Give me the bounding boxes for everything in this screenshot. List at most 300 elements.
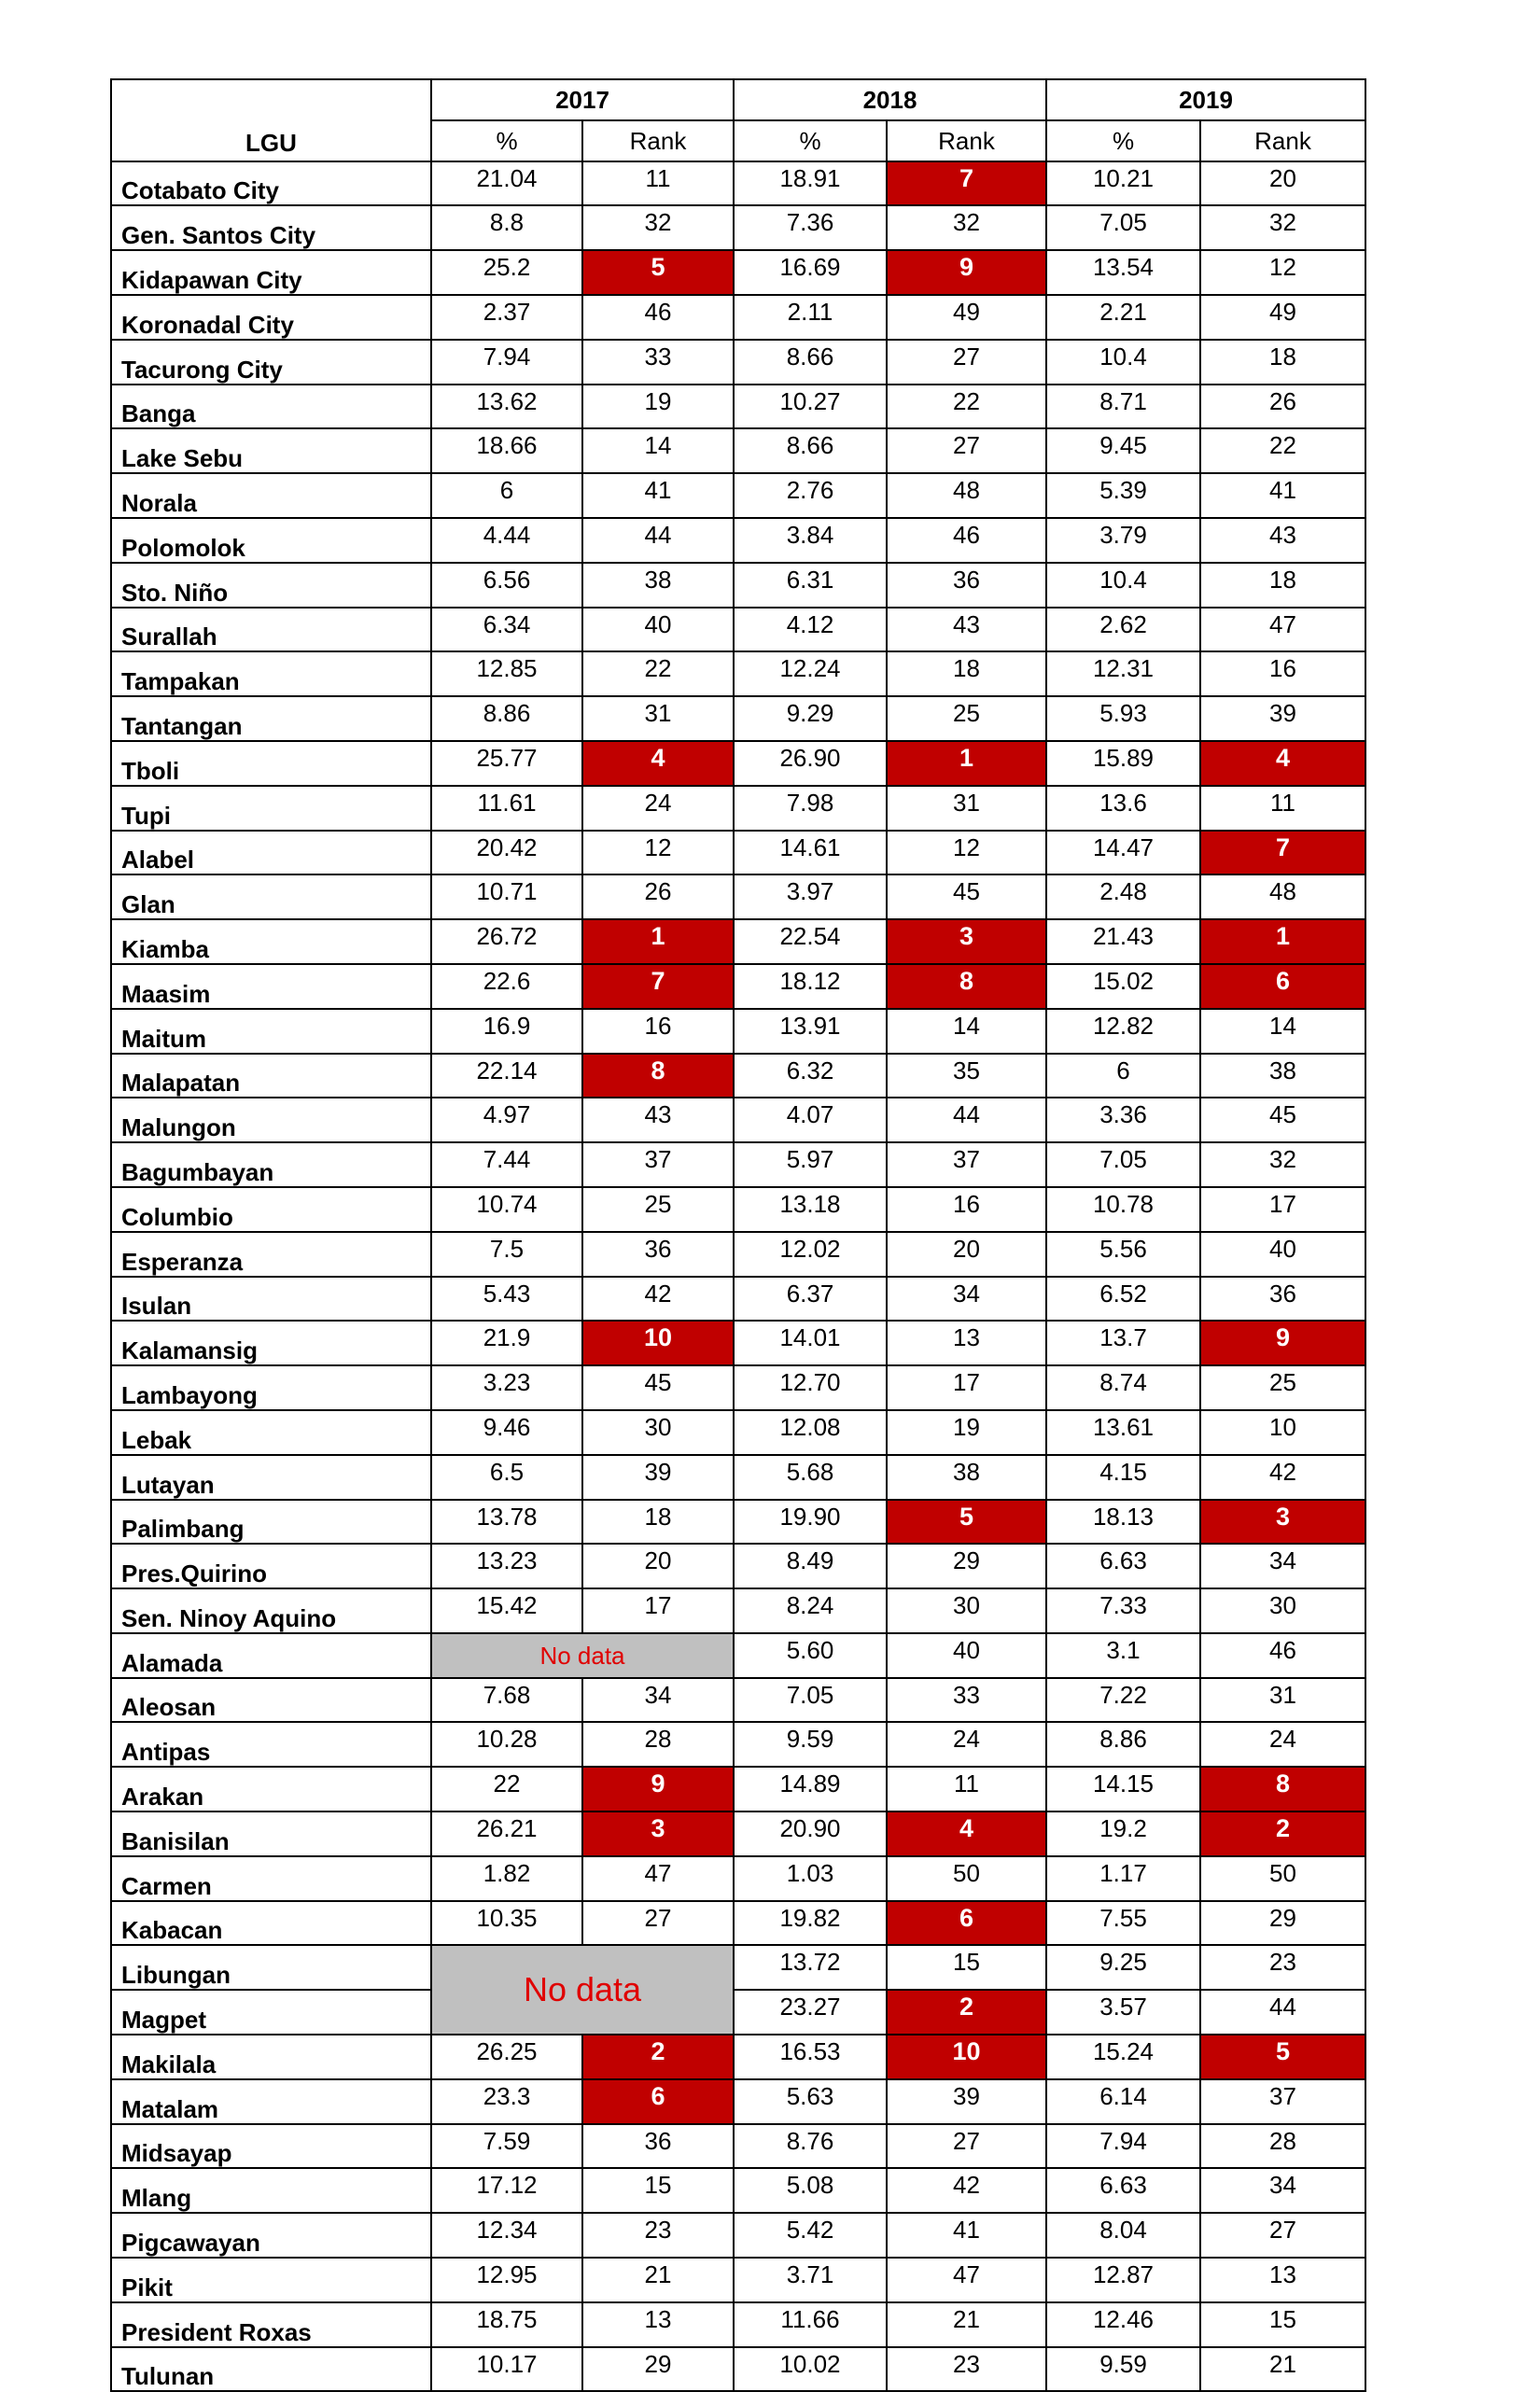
- pct-2019: 2.48: [1046, 874, 1200, 919]
- table-row: [111, 1277, 1365, 1322]
- rank-2017: 20: [582, 1544, 734, 1588]
- pct-2018: 4.07: [734, 1098, 887, 1142]
- rank-2019: 29: [1200, 1901, 1365, 1946]
- pct-2018: 18.91: [734, 161, 887, 206]
- rank-2017: 38: [582, 563, 734, 608]
- rank-2017: 39: [582, 1455, 734, 1500]
- pct-2019: 12.87: [1046, 2258, 1200, 2302]
- rank-2019: 37: [1200, 2079, 1365, 2124]
- table-row: [111, 295, 1365, 340]
- lgu-name: Carmen: [111, 1856, 431, 1901]
- lgu-name: Kabacan: [111, 1901, 431, 1946]
- rank-2018: 50: [887, 1856, 1046, 1901]
- pct-2017: 16.9: [431, 1009, 582, 1054]
- lgu-name: Koronadal City: [111, 295, 431, 340]
- pct-2019: 6.14: [1046, 2079, 1200, 2124]
- table-row: [111, 2258, 1365, 2302]
- year-header-2018: 2018: [734, 79, 1046, 120]
- rank-2018: 13: [887, 1321, 1046, 1365]
- pct-2019: 10.21: [1046, 161, 1200, 206]
- pct-2017: 8.8: [431, 205, 582, 250]
- lgu-name: Pigcawayan: [111, 2213, 431, 2258]
- pct-2018: 6.31: [734, 563, 887, 608]
- rank-2018-highlighted: 1: [887, 741, 1046, 786]
- lgu-name: Tupi: [111, 786, 431, 831]
- pct-2018: 9.29: [734, 696, 887, 741]
- table-row: [111, 696, 1365, 741]
- lgu-name: Banga: [111, 385, 431, 429]
- no-data-cell-2017: No data: [431, 1633, 734, 1678]
- pct-2019: 3.79: [1046, 518, 1200, 563]
- rank-2018: 27: [887, 428, 1046, 473]
- lgu-name: Kidapawan City: [111, 250, 431, 295]
- table-row: [111, 1500, 1365, 1545]
- pct-2017: 20.42: [431, 831, 582, 875]
- table-row: [111, 1588, 1365, 1633]
- pct-2018: 20.90: [734, 1811, 887, 1856]
- rank-2019: 39: [1200, 696, 1365, 741]
- pct-2017: 10.28: [431, 1722, 582, 1767]
- pct-2018: 5.08: [734, 2168, 887, 2213]
- lgu-name: Cotabato City: [111, 161, 431, 206]
- pct-2017: 6.56: [431, 563, 582, 608]
- pct-2017: 3.23: [431, 1365, 582, 1410]
- rank-2017-highlighted: 2: [582, 2035, 734, 2079]
- table-row: [111, 2035, 1365, 2079]
- pct-2018: 13.72: [734, 1945, 887, 1990]
- pct-2018: 2.11: [734, 295, 887, 340]
- pct-2019: 15.24: [1046, 2035, 1200, 2079]
- rank-2019: 16: [1200, 651, 1365, 696]
- lgu-name: Aleosan: [111, 1678, 431, 1723]
- lgu-name: Pikit: [111, 2258, 431, 2302]
- rank-2017: 47: [582, 1856, 734, 1901]
- pct-2018: 12.70: [734, 1365, 887, 1410]
- rank-2019: 22: [1200, 428, 1365, 473]
- rank-2017: 23: [582, 2213, 734, 2258]
- pct-2018: 22.54: [734, 919, 887, 964]
- pct-2017: 18.75: [431, 2302, 582, 2347]
- pct-2018: 3.84: [734, 518, 887, 563]
- lgu-name: Palimbang: [111, 1500, 431, 1545]
- pct-2019: 9.45: [1046, 428, 1200, 473]
- pct-2017: 10.71: [431, 874, 582, 919]
- rank-2017-highlighted: 8: [582, 1054, 734, 1098]
- pct-2017: 7.59: [431, 2124, 582, 2169]
- pct-2017: 6.5: [431, 1455, 582, 1500]
- rank-2019: 11: [1200, 786, 1365, 831]
- rank-2019: 48: [1200, 874, 1365, 919]
- pct-2018: 26.90: [734, 741, 887, 786]
- rank-2018: 46: [887, 518, 1046, 563]
- lgu-name: Midsayap: [111, 2124, 431, 2169]
- rank-2018: 16: [887, 1187, 1046, 1232]
- rank-2018-highlighted: 8: [887, 964, 1046, 1009]
- table-row: [111, 964, 1365, 1009]
- pct-2018: 3.71: [734, 2258, 887, 2302]
- rank-2017: 11: [582, 161, 734, 206]
- rank-2019: 13: [1200, 2258, 1365, 2302]
- rank-2019: 32: [1200, 205, 1365, 250]
- pct-2018: 11.66: [734, 2302, 887, 2347]
- pct-2019: 7.55: [1046, 1901, 1200, 1946]
- lgu-name: Pres.Quirino: [111, 1544, 431, 1588]
- rank-2018: 34: [887, 1277, 1046, 1322]
- rank-2019-highlighted: 6: [1200, 964, 1365, 1009]
- rank-2017: 31: [582, 696, 734, 741]
- table-row: [111, 831, 1365, 875]
- rank-2019-highlighted: 7: [1200, 831, 1365, 875]
- table-row: [111, 1856, 1365, 1901]
- lgu-name: Glan: [111, 874, 431, 919]
- lgu-name: Surallah: [111, 608, 431, 652]
- table-row: [111, 428, 1365, 473]
- pct-2017: 6: [431, 473, 582, 518]
- lgu-name: Tulunan: [111, 2347, 431, 2392]
- table-row: [111, 874, 1365, 919]
- rank-2017: 42: [582, 1277, 734, 1322]
- lgu-name: Maitum: [111, 1009, 431, 1054]
- rank-2019: 24: [1200, 1722, 1365, 1767]
- pct-2019: 13.6: [1046, 786, 1200, 831]
- pct-2019: 8.74: [1046, 1365, 1200, 1410]
- table-row: [111, 1098, 1365, 1142]
- rank-2017-highlighted: 10: [582, 1321, 734, 1365]
- pct-2019: 9.25: [1046, 1945, 1200, 1990]
- pct-2019: 12.31: [1046, 651, 1200, 696]
- pct-2018: 10.02: [734, 2347, 887, 2392]
- rank-2018-highlighted: 4: [887, 1811, 1046, 1856]
- lgu-ranking-table: [110, 78, 1366, 2392]
- rank-2019-highlighted: 5: [1200, 2035, 1365, 2079]
- rank-2017: 40: [582, 608, 734, 652]
- pct-2019: 19.2: [1046, 1811, 1200, 1856]
- pct-2019: 3.36: [1046, 1098, 1200, 1142]
- rank-2017-highlighted: 1: [582, 919, 734, 964]
- rank-2019: 42: [1200, 1455, 1365, 1500]
- pct-2019: 2.62: [1046, 608, 1200, 652]
- rank-2019: 18: [1200, 340, 1365, 385]
- table-row: [111, 340, 1365, 385]
- rank-2019: 44: [1200, 1990, 1365, 2035]
- rank-2018: 18: [887, 651, 1046, 696]
- pct-2019: 12.82: [1046, 1009, 1200, 1054]
- pct-2017: 7.68: [431, 1678, 582, 1723]
- lgu-name: Tampakan: [111, 651, 431, 696]
- rank-2018: 49: [887, 295, 1046, 340]
- pct-2017: 22: [431, 1767, 582, 1811]
- table-row: [111, 1901, 1365, 1946]
- pct-2019: 6: [1046, 1054, 1200, 1098]
- rank-2019: 23: [1200, 1945, 1365, 1990]
- pct-2018: 12.24: [734, 651, 887, 696]
- lgu-name: Esperanza: [111, 1232, 431, 1277]
- rank-2018: 27: [887, 340, 1046, 385]
- pct-2017: 7.94: [431, 340, 582, 385]
- pct-2019: 15.89: [1046, 741, 1200, 786]
- pct-2019: 14.47: [1046, 831, 1200, 875]
- table-row: [111, 786, 1365, 831]
- pct-2017: 13.62: [431, 385, 582, 429]
- pct-2018: 5.63: [734, 2079, 887, 2124]
- pct-2019: 21.43: [1046, 919, 1200, 964]
- header-row-years: [111, 79, 1365, 120]
- lgu-name: Lutayan: [111, 1455, 431, 1500]
- lgu-name: Arakan: [111, 1767, 431, 1811]
- pct-2018: 14.89: [734, 1767, 887, 1811]
- rank-2018: 14: [887, 1009, 1046, 1054]
- lgu-name: Norala: [111, 473, 431, 518]
- rank-2018: 27: [887, 2124, 1046, 2169]
- table-row: [111, 1767, 1365, 1811]
- rank-2019: 26: [1200, 385, 1365, 429]
- rank-2018: 30: [887, 1588, 1046, 1633]
- table-row: [111, 1544, 1365, 1588]
- pct-2018: 8.66: [734, 340, 887, 385]
- pct-2018: 13.18: [734, 1187, 887, 1232]
- table-body: [111, 161, 1365, 2392]
- pct-2019: 10.78: [1046, 1187, 1200, 1232]
- table-row: [111, 2213, 1365, 2258]
- rank-2019: 50: [1200, 1856, 1365, 1901]
- rank-2019: 14: [1200, 1009, 1365, 1054]
- pct-2019: 8.04: [1046, 2213, 1200, 2258]
- rank-2017: 30: [582, 1410, 734, 1455]
- rank-2018: 29: [887, 1544, 1046, 1588]
- pct-2017: 21.9: [431, 1321, 582, 1365]
- table-row: [111, 1142, 1365, 1187]
- pct-2019: 7.94: [1046, 2124, 1200, 2169]
- pct-2017: 9.46: [431, 1410, 582, 1455]
- rank-2017: 22: [582, 651, 734, 696]
- pct-2019: 3.57: [1046, 1990, 1200, 2035]
- rank-2019: 10: [1200, 1410, 1365, 1455]
- pct-2019: 10.4: [1046, 563, 1200, 608]
- lgu-name: Tantangan: [111, 696, 431, 741]
- table-row: [111, 518, 1365, 563]
- pct-2017: 23.3: [431, 2079, 582, 2124]
- rank-2019: 40: [1200, 1232, 1365, 1277]
- rank-2018: 35: [887, 1054, 1046, 1098]
- pct-2018: 8.24: [734, 1588, 887, 1633]
- rank-2017: 29: [582, 2347, 734, 2392]
- table-row: [111, 2124, 1365, 2169]
- table-header: [111, 79, 1365, 161]
- rank-2018: 44: [887, 1098, 1046, 1142]
- table-row: [111, 1678, 1365, 1723]
- pct-2018: 16.53: [734, 2035, 887, 2079]
- rank-2017: 32: [582, 205, 734, 250]
- rank-2018: 47: [887, 2258, 1046, 2302]
- rank-2019: 31: [1200, 1678, 1365, 1723]
- rank-2019-highlighted: 1: [1200, 919, 1365, 964]
- lgu-name: Lake Sebu: [111, 428, 431, 473]
- lgu-name: Columbio: [111, 1187, 431, 1232]
- pct-header-2019: %: [1046, 120, 1200, 161]
- rank-2018: 23: [887, 2347, 1046, 2392]
- pct-2017: 4.97: [431, 1098, 582, 1142]
- table-row: [111, 1009, 1365, 1054]
- table-row: [111, 473, 1365, 518]
- pct-2017: 22.6: [431, 964, 582, 1009]
- pct-2018: 7.98: [734, 786, 887, 831]
- table-row: [111, 2168, 1365, 2213]
- pct-2018: 1.03: [734, 1856, 887, 1901]
- rank-2019: 20: [1200, 161, 1365, 206]
- rank-2017-highlighted: 9: [582, 1767, 734, 1811]
- rank-2018-highlighted: 2: [887, 1990, 1046, 2035]
- lgu-column-header: LGU: [111, 79, 431, 161]
- pct-2017: 13.78: [431, 1500, 582, 1545]
- rank-2018: 31: [887, 786, 1046, 831]
- rank-2018-highlighted: 10: [887, 2035, 1046, 2079]
- table-row: [111, 1455, 1365, 1500]
- table-row: [111, 651, 1365, 696]
- pct-2019: 5.39: [1046, 473, 1200, 518]
- rank-2018: 22: [887, 385, 1046, 429]
- rank-2018: 48: [887, 473, 1046, 518]
- table-row: [111, 250, 1365, 295]
- rank-2018: 19: [887, 1410, 1046, 1455]
- lgu-name: Gen. Santos City: [111, 205, 431, 250]
- pct-2019: 6.52: [1046, 1277, 1200, 1322]
- rank-2017: 45: [582, 1365, 734, 1410]
- pct-2019: 5.56: [1046, 1232, 1200, 1277]
- lgu-name: Sen. Ninoy Aquino: [111, 1588, 431, 1633]
- pct-2019: 7.33: [1046, 1588, 1200, 1633]
- lgu-name: Polomolok: [111, 518, 431, 563]
- rank-2017: 34: [582, 1678, 734, 1723]
- pct-2019: 6.63: [1046, 2168, 1200, 2213]
- rank-2017: 15: [582, 2168, 734, 2213]
- lgu-name: Alamada: [111, 1633, 431, 1678]
- rank-2019: 15: [1200, 2302, 1365, 2347]
- rank-2018: 45: [887, 874, 1046, 919]
- pct-2018: 3.97: [734, 874, 887, 919]
- lgu-name: Mlang: [111, 2168, 431, 2213]
- rank-2017: 17: [582, 1588, 734, 1633]
- rank-2017: 46: [582, 295, 734, 340]
- rank-2017: 43: [582, 1098, 734, 1142]
- table-row: [111, 1633, 1365, 1678]
- rank-2017: 24: [582, 786, 734, 831]
- pct-2018: 18.12: [734, 964, 887, 1009]
- pct-2018: 4.12: [734, 608, 887, 652]
- rank-2018: 42: [887, 2168, 1046, 2213]
- pct-2019: 8.86: [1046, 1722, 1200, 1767]
- table-row: [111, 919, 1365, 964]
- table-row: [111, 2347, 1365, 2392]
- rank-2018-highlighted: 5: [887, 1500, 1046, 1545]
- table-row: [111, 2079, 1365, 2124]
- rank-2017: 21: [582, 2258, 734, 2302]
- rank-2018-highlighted: 3: [887, 919, 1046, 964]
- pct-2019: 1.17: [1046, 1856, 1200, 1901]
- rank-header-2018: Rank: [887, 120, 1046, 161]
- rank-2019: 34: [1200, 2168, 1365, 2213]
- rank-2019: 12: [1200, 250, 1365, 295]
- pct-2017: 13.23: [431, 1544, 582, 1588]
- rank-2018: 41: [887, 2213, 1046, 2258]
- rank-2017: 14: [582, 428, 734, 473]
- rank-2017: 28: [582, 1722, 734, 1767]
- rank-2017: 27: [582, 1901, 734, 1946]
- table-row: [111, 161, 1365, 206]
- rank-2017-highlighted: 4: [582, 741, 734, 786]
- pct-2018: 19.90: [734, 1500, 887, 1545]
- pct-2019: 9.59: [1046, 2347, 1200, 2392]
- pct-2017: 26.25: [431, 2035, 582, 2079]
- rank-2019: 25: [1200, 1365, 1365, 1410]
- pct-2019: 7.05: [1046, 1142, 1200, 1187]
- rank-2017: 16: [582, 1009, 734, 1054]
- pct-2019: 5.93: [1046, 696, 1200, 741]
- rank-2019: 36: [1200, 1277, 1365, 1322]
- rank-2017: 37: [582, 1142, 734, 1187]
- pct-2017: 26.21: [431, 1811, 582, 1856]
- rank-2017: 25: [582, 1187, 734, 1232]
- rank-2018-highlighted: 7: [887, 161, 1046, 206]
- lgu-name: Kiamba: [111, 919, 431, 964]
- pct-2018: 12.08: [734, 1410, 887, 1455]
- pct-2017: 11.61: [431, 786, 582, 831]
- year-header-2019: 2019: [1046, 79, 1365, 120]
- lgu-name: Lambayong: [111, 1365, 431, 1410]
- pct-2019: 2.21: [1046, 295, 1200, 340]
- pct-2017: 18.66: [431, 428, 582, 473]
- rank-2017: 44: [582, 518, 734, 563]
- pct-2017: 15.42: [431, 1588, 582, 1633]
- rank-2019: 17: [1200, 1187, 1365, 1232]
- rank-2019-highlighted: 2: [1200, 1811, 1365, 1856]
- table-row: [111, 1054, 1365, 1098]
- pct-2017: 4.44: [431, 518, 582, 563]
- lgu-name: Alabel: [111, 831, 431, 875]
- pct-2017: 21.04: [431, 161, 582, 206]
- pct-2019: 7.05: [1046, 205, 1200, 250]
- rank-2017: 41: [582, 473, 734, 518]
- lgu-name: Maasim: [111, 964, 431, 1009]
- table-row: [111, 1945, 1365, 1990]
- lgu-name: Banisilan: [111, 1811, 431, 1856]
- rank-2017: 12: [582, 831, 734, 875]
- lgu-name: Malungon: [111, 1098, 431, 1142]
- rank-2019: 46: [1200, 1633, 1365, 1678]
- pct-2019: 12.46: [1046, 2302, 1200, 2347]
- pct-2017: 7.5: [431, 1232, 582, 1277]
- rank-2018: 15: [887, 1945, 1046, 1990]
- no-data-cell-2017: No data: [431, 1945, 734, 2035]
- pct-2018: 5.60: [734, 1633, 887, 1678]
- lgu-name: Lebak: [111, 1410, 431, 1455]
- table-row: [111, 1321, 1365, 1365]
- pct-header-2018: %: [734, 120, 887, 161]
- rank-2019: 32: [1200, 1142, 1365, 1187]
- pct-2019: 15.02: [1046, 964, 1200, 1009]
- rank-2018: 33: [887, 1678, 1046, 1723]
- rank-2017: 18: [582, 1500, 734, 1545]
- rank-2019: 34: [1200, 1544, 1365, 1588]
- pct-2018: 2.76: [734, 473, 887, 518]
- rank-2018-highlighted: 9: [887, 250, 1046, 295]
- pct-2017: 12.34: [431, 2213, 582, 2258]
- table-row: [111, 563, 1365, 608]
- pct-2019: 18.13: [1046, 1500, 1200, 1545]
- rank-2018: 20: [887, 1232, 1046, 1277]
- pct-2017: 26.72: [431, 919, 582, 964]
- rank-2018: 43: [887, 608, 1046, 652]
- table-row: [111, 1990, 1365, 2035]
